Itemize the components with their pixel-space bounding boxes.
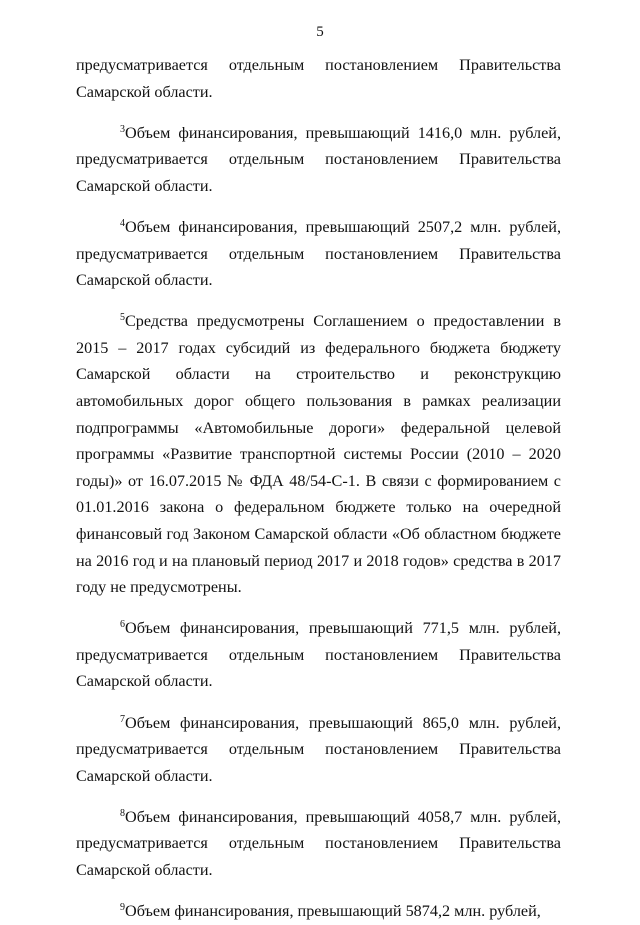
footnote-marker: 9	[120, 902, 125, 914]
footnote-marker: 4	[120, 217, 125, 229]
footnote-paragraph-5	[76, 308, 561, 601]
footnote-marker: 6	[120, 619, 125, 631]
footnote-paragraph-3	[76, 120, 561, 200]
footnote-marker: 8	[120, 807, 125, 819]
paragraph-text: предусматривается отдельным постановлением Правительства Самарской области.	[76, 56, 561, 101]
footnote-paragraph-8	[76, 804, 561, 884]
paragraph-text: Средства предусмотрены Соглашением о предоставлении в 2015 – 2017 годах субсидий из федерального бюджета бюджету Самарской области на строительство и реконструкцию автомобильных дорог общего пользования в рамках реализации подпрограммы «Автомобильные дороги» федеральной целевой программы «Развитие транспортной системы России (2010 – 2020 годы)» от 16.07.2015 № ФДА 48/54-С-1. В связи с формированием с 01.01.2016 закона о федеральном бюджете только на очередной финансовый год Законом Самарской области «Об областном бюджете на 2016 год и на плановый период 2017 и 2018 годов» средства в 2017 году не предусмотрены.	[76, 312, 561, 597]
footnote-paragraph-4	[76, 214, 561, 294]
paragraph-text: Объем финансирования, превышающий 5874,2 млн. рублей,	[125, 902, 541, 921]
footnote-marker: 3	[120, 123, 125, 135]
document-body	[76, 52, 561, 925]
paragraph-text: Объем финансирования, превышающий 771,5 млн. рублей, предусматривается отдельным постановлением Правительства Самарской области.	[76, 619, 561, 691]
paragraph-continuation	[76, 52, 561, 105]
footnote-marker: 5	[120, 312, 125, 324]
footnote-paragraph-6	[76, 615, 561, 695]
paragraph-text: Объем финансирования, превышающий 4058,7 млн. рублей, предусматривается отдельным постановлением Правительства Самарской области.	[76, 807, 561, 880]
footnote-paragraph-9	[76, 898, 561, 925]
page-number: 5	[316, 24, 324, 40]
footnote-marker: 7	[120, 713, 125, 725]
paragraph-text: Объем финансирования, превышающий 865,0 млн. рублей, предусматривается отдельным постановлением Правительства Самарской области.	[76, 713, 561, 785]
paragraph-text: Объем финансирования, превышающий 2507,2 млн. рублей, предусматривается отдельным постановлением Правительства Самарской области.	[76, 217, 561, 290]
footnote-paragraph-7	[76, 710, 561, 790]
paragraph-text: Объем финансирования, превышающий 1416,0 млн. рублей, предусматривается отдельным постановлением Правительства Самарской области.	[76, 123, 561, 195]
